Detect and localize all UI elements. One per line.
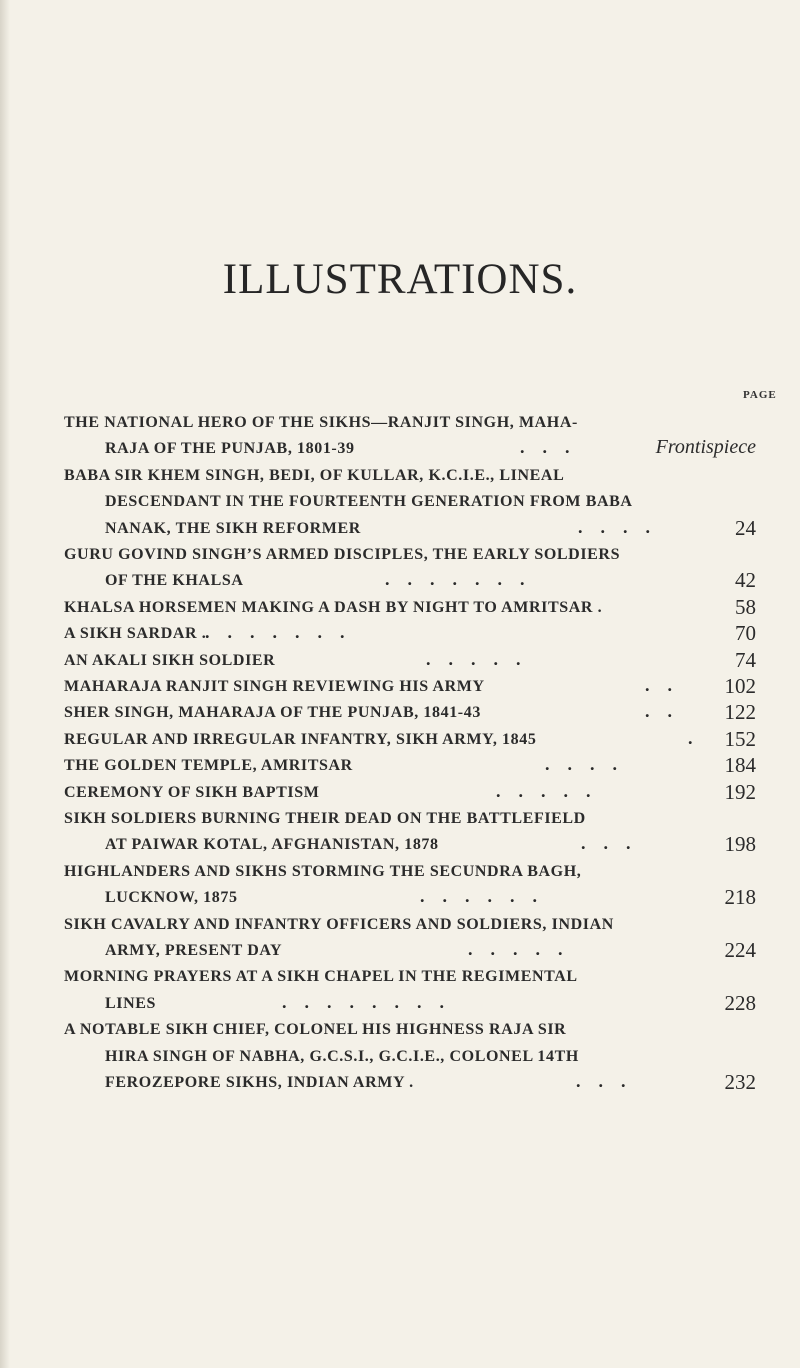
dot-leader: . . xyxy=(645,701,672,722)
entry-title-line: A SIKH SARDAR . xyxy=(64,625,207,643)
page-number: Frontispiece xyxy=(655,436,756,459)
page-number: 192 xyxy=(724,779,756,804)
page-number: 70 xyxy=(735,621,756,646)
entry-title-line: BABA SIR KHEM SINGH, BEDI, OF KULLAR, K.C.I.E., LINEAL xyxy=(64,466,565,484)
entry-title-line: GURU GOVIND SINGH’S ARMED DISCIPLES, THE EARLY SOLDIERS xyxy=(64,546,621,563)
page-number: 122 xyxy=(724,700,756,725)
dot-leader: . . . . . xyxy=(426,648,521,669)
page-number: 232 xyxy=(724,1070,756,1094)
entry-title-line: THE GOLDEN TEMPLE, AMRITSAR xyxy=(64,757,353,775)
dot-leader: . . . . . . . xyxy=(385,569,525,590)
entry-title-line: MORNING PRAYERS AT A SIKH CHAPEL IN THE REGIMENTAL xyxy=(64,968,578,986)
page-number: 228 xyxy=(724,990,756,1015)
entry-title-line: THE NATIONAL HERO OF THE SIKHS—RANJIT SINGH, MAHA- xyxy=(64,414,578,431)
dot-leader: . . . . . xyxy=(496,780,591,801)
dot-leader: . xyxy=(688,727,693,748)
dot-leader: . . . . xyxy=(545,754,617,775)
entry-title-line: A NOTABLE SIKH CHIEF, COLONEL HIS HIGHNESS RAJA SIR xyxy=(64,1021,567,1039)
entry-title-line: LINES xyxy=(105,994,157,1012)
page-number: 24 xyxy=(735,515,756,540)
entry-title-line: CEREMONY OF SIKH BAPTISM xyxy=(64,783,320,801)
page-number: 152 xyxy=(724,726,756,751)
entry-title-line: SHER SINGH, MAHARAJA OF THE PUNJAB, 1841-43 xyxy=(64,704,481,722)
page-title: ILLUSTRATIONS. xyxy=(222,256,578,303)
page-edge-shadow xyxy=(0,0,10,1368)
page-number: 218 xyxy=(724,885,756,910)
page-number: 58 xyxy=(735,594,756,619)
entry-title-line: AN AKALI SIKH SOLDIER xyxy=(64,651,276,669)
dot-leader: . . . . . . xyxy=(420,886,537,907)
page-number: 74 xyxy=(735,647,756,672)
entry-title-line: MAHARAJA RANJIT SINGH REVIEWING HIS ARMY xyxy=(64,678,485,695)
entry-title-line: LUCKNOW, 1875 xyxy=(105,889,238,907)
entry-title-line: SIKH SOLDIERS BURNING THEIR DEAD ON THE BATTLEFIELD xyxy=(64,810,586,827)
page-number: 102 xyxy=(724,674,756,698)
page-column-label: PAGE xyxy=(743,389,777,401)
page-number: 42 xyxy=(735,568,756,593)
entry-title-line: SIKH CAVALRY AND INFANTRY OFFICERS AND SOLDIERS, INDIAN xyxy=(64,915,614,933)
entry-title-line: DESCENDANT IN THE FOURTEENTH GENERATION FROM BABA xyxy=(105,493,633,511)
dot-leader: . . . xyxy=(520,437,570,458)
dot-leader: . . . . xyxy=(578,516,650,537)
entry-title-line: ARMY, PRESENT DAY xyxy=(105,942,283,959)
page-number: 184 xyxy=(724,753,756,778)
dot-leader: . . . xyxy=(581,833,631,854)
entry-title-line: NANAK, THE SIKH REFORMER xyxy=(105,519,361,537)
dot-leader: . . xyxy=(645,675,672,695)
entry-title-line: OF THE KHALSA xyxy=(105,572,244,590)
entry-title-line: AT PAIWAR KOTAL, AFGHANISTAN, 1878 xyxy=(105,836,439,854)
entry-title-line: HIGHLANDERS AND SIKHS STORMING THE SECUNDRA BAGH, xyxy=(64,862,582,880)
entry-title-line: RAJA OF THE PUNJAB, 1801-39 xyxy=(105,440,355,458)
dot-leader: . . . . . . . . xyxy=(282,991,444,1012)
entry-title-line: REGULAR AND IRREGULAR INFANTRY, SIKH ARMY, 1845 xyxy=(64,730,537,748)
entry-title-line: KHALSA HORSEMEN MAKING A DASH BY NIGHT TO AMRITSAR . xyxy=(64,598,603,616)
dot-leader: . . . xyxy=(576,1071,626,1091)
dot-leader: . . . . . . . xyxy=(205,622,345,643)
dot-leader: . . . . . xyxy=(468,939,563,959)
entry-title-line: FEROZEPORE SIKHS, INDIAN ARMY . xyxy=(105,1074,414,1091)
page-number: 198 xyxy=(724,832,756,857)
page-number: 224 xyxy=(724,938,756,962)
entry-title-line: HIRA SINGH OF NABHA, G.C.S.I., G.C.I.E., COLONEL 14TH xyxy=(105,1047,579,1065)
